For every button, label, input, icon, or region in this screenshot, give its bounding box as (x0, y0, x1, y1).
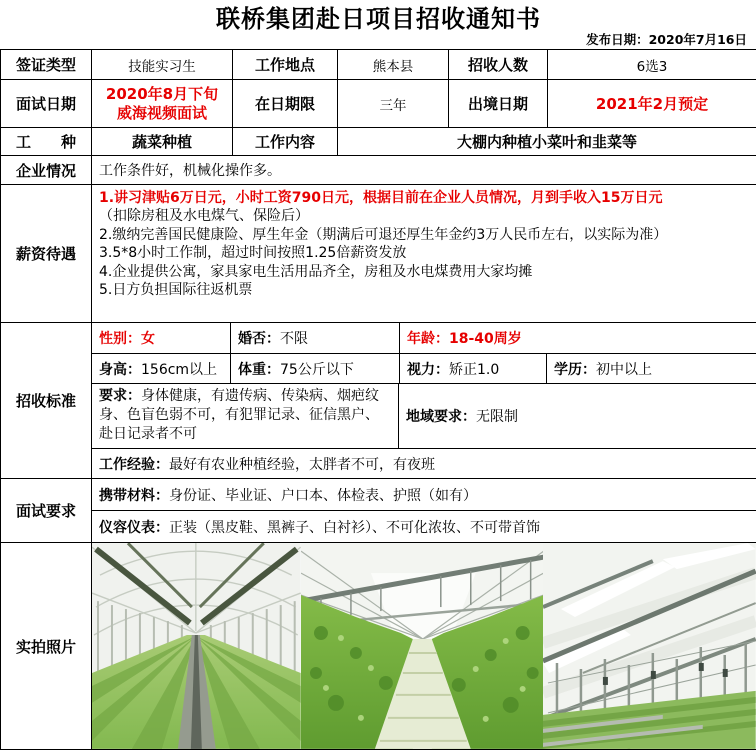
publish-date: 发布日期：2020年7月16日 (586, 32, 747, 47)
headcount-label: 招收人数 (449, 50, 548, 80)
interview-row-appearance (92, 511, 756, 543)
job-type-label: 工 种 (1, 128, 92, 156)
greenhouse-aisle-photo (92, 543, 301, 749)
table-row-salary (1, 185, 756, 323)
marriage-value: 不限 (280, 331, 308, 347)
interview-grid (92, 479, 756, 543)
region-label: 地域要求： (406, 409, 476, 425)
visa-type-label: 签证类型 (1, 50, 92, 80)
age-cell: 年龄：18-40周岁 (400, 323, 756, 354)
standards-row-body (92, 354, 756, 384)
salary-item-1-note: （扣除房租及水电煤气、保险后） (99, 208, 309, 225)
materials-label: 携带材料： (99, 487, 169, 504)
marriage-label: 婚否： (238, 331, 280, 347)
vision-value: 矫正1.0 (449, 361, 500, 378)
photos-label: 实拍照片 (1, 543, 92, 750)
job-type-value: 蔬菜种植 (92, 128, 233, 156)
table-row-interview (1, 479, 756, 543)
interview-row-materials (92, 479, 756, 511)
weight-value: 75公斤以下 (280, 361, 354, 378)
work-content-value: 大棚内种植小菜叶和韭菜等 (338, 128, 756, 156)
interview-date-label: 面试日期 (1, 80, 92, 128)
standards-label: 招收标准 (1, 323, 92, 479)
weight-label: 体重： (238, 361, 280, 378)
visa-type-value: 技能实习生 (92, 50, 233, 80)
standards-row-basic (92, 323, 756, 354)
experience-cell (92, 449, 756, 479)
appearance-label: 仪容仪表： (99, 519, 169, 536)
stay-period-label: 在日期限 (233, 80, 338, 128)
shaded-seedbed-photo (543, 543, 756, 749)
height-cell (92, 354, 231, 384)
vision-label: 视力： (407, 361, 449, 378)
table-row-photos (1, 543, 756, 750)
salary-item-5: 5.日方负担国际往返机票 (99, 282, 253, 299)
materials-value: 身份证、毕业证、户口本、体检表、护照（如有） (169, 487, 477, 504)
departure-label: 出境日期 (449, 80, 548, 128)
standards-grid (92, 323, 756, 479)
stay-period-value: 三年 (338, 80, 449, 128)
table-row-visa (1, 50, 756, 80)
table-row-standards (1, 323, 756, 479)
materials-cell (92, 479, 756, 511)
education-value: 初中以上 (596, 361, 652, 378)
table-row-company (1, 156, 756, 185)
interview-date-line1: 2020年8月下旬 (105, 84, 219, 103)
work-place-label: 工作地点 (233, 50, 338, 80)
height-value: 156cm以上 (141, 361, 218, 378)
photos-strip (92, 543, 756, 750)
region-cell (399, 384, 756, 449)
work-place-value: 熊本县 (338, 50, 449, 80)
experience-label: 工作经验： (99, 456, 169, 473)
company-text: 工作条件好，机械化操作多。 (92, 156, 756, 185)
education-label: 学历： (554, 361, 596, 378)
interview-req-label: 面试要求 (1, 479, 92, 543)
table-row-jobtype (1, 128, 756, 156)
region-value: 无限制 (476, 409, 518, 425)
requirement-label: 要求： (99, 388, 141, 404)
weight-cell (231, 354, 400, 384)
appearance-value: 正装（黑皮鞋、黑裤子、白衬衫）、不可化浓妆、不可带首饰 (169, 519, 540, 536)
standards-row-experience (92, 449, 756, 479)
tomato-rows-photo (301, 543, 544, 749)
standards-row-requirements (92, 384, 756, 449)
salary-item-1: 1.讲习津贴6万日元，小时工资790日元，根据目前在企业人员情况，月到手收入15万日元 (99, 190, 663, 206)
work-content-label: 工作内容 (233, 128, 338, 156)
company-label: 企业情况 (1, 156, 92, 185)
page-title: 联桥集团赴日项目招收通知书 (216, 4, 541, 33)
requirement-cell (92, 384, 399, 449)
salary-item-4: 4.企业提供公寓，家具家电生活用品齐全，房租及水电煤费用大家均摊 (99, 263, 533, 280)
salary-item-2: 2.缴纳完善国民健康险、厚生年金（期满后可退还厚生年金约3万人民币左右，以实际为准） (99, 226, 668, 243)
requirement-text: 身体健康，有遗传病、传染病、烟疤纹身、色盲色弱不可，有犯罪记录、征信黑户、赴日记录者不可 (99, 388, 379, 442)
experience-value: 最好有农业种植经验，太胖者不可，有夜班 (169, 456, 435, 473)
salary-details (92, 185, 756, 323)
marriage-cell (231, 323, 400, 354)
salary-item-3: 3.5*8小时工作制，超过时间按照1.25倍薪资发放 (99, 245, 407, 262)
interview-date-value (92, 80, 233, 128)
interview-date-line2: 威海视频面试 (116, 103, 207, 122)
vision-cell (400, 354, 547, 384)
table-row-dates (1, 80, 756, 128)
notice-table (0, 49, 756, 750)
departure-value: 2021年2月预定 (548, 80, 756, 128)
education-cell (547, 354, 756, 384)
headcount-value: 6选3 (548, 50, 756, 80)
appearance-cell (92, 511, 756, 543)
gender-cell: 性别：女 (92, 323, 231, 354)
height-label: 身高： (99, 361, 141, 378)
salary-label: 薪资待遇 (1, 185, 92, 323)
